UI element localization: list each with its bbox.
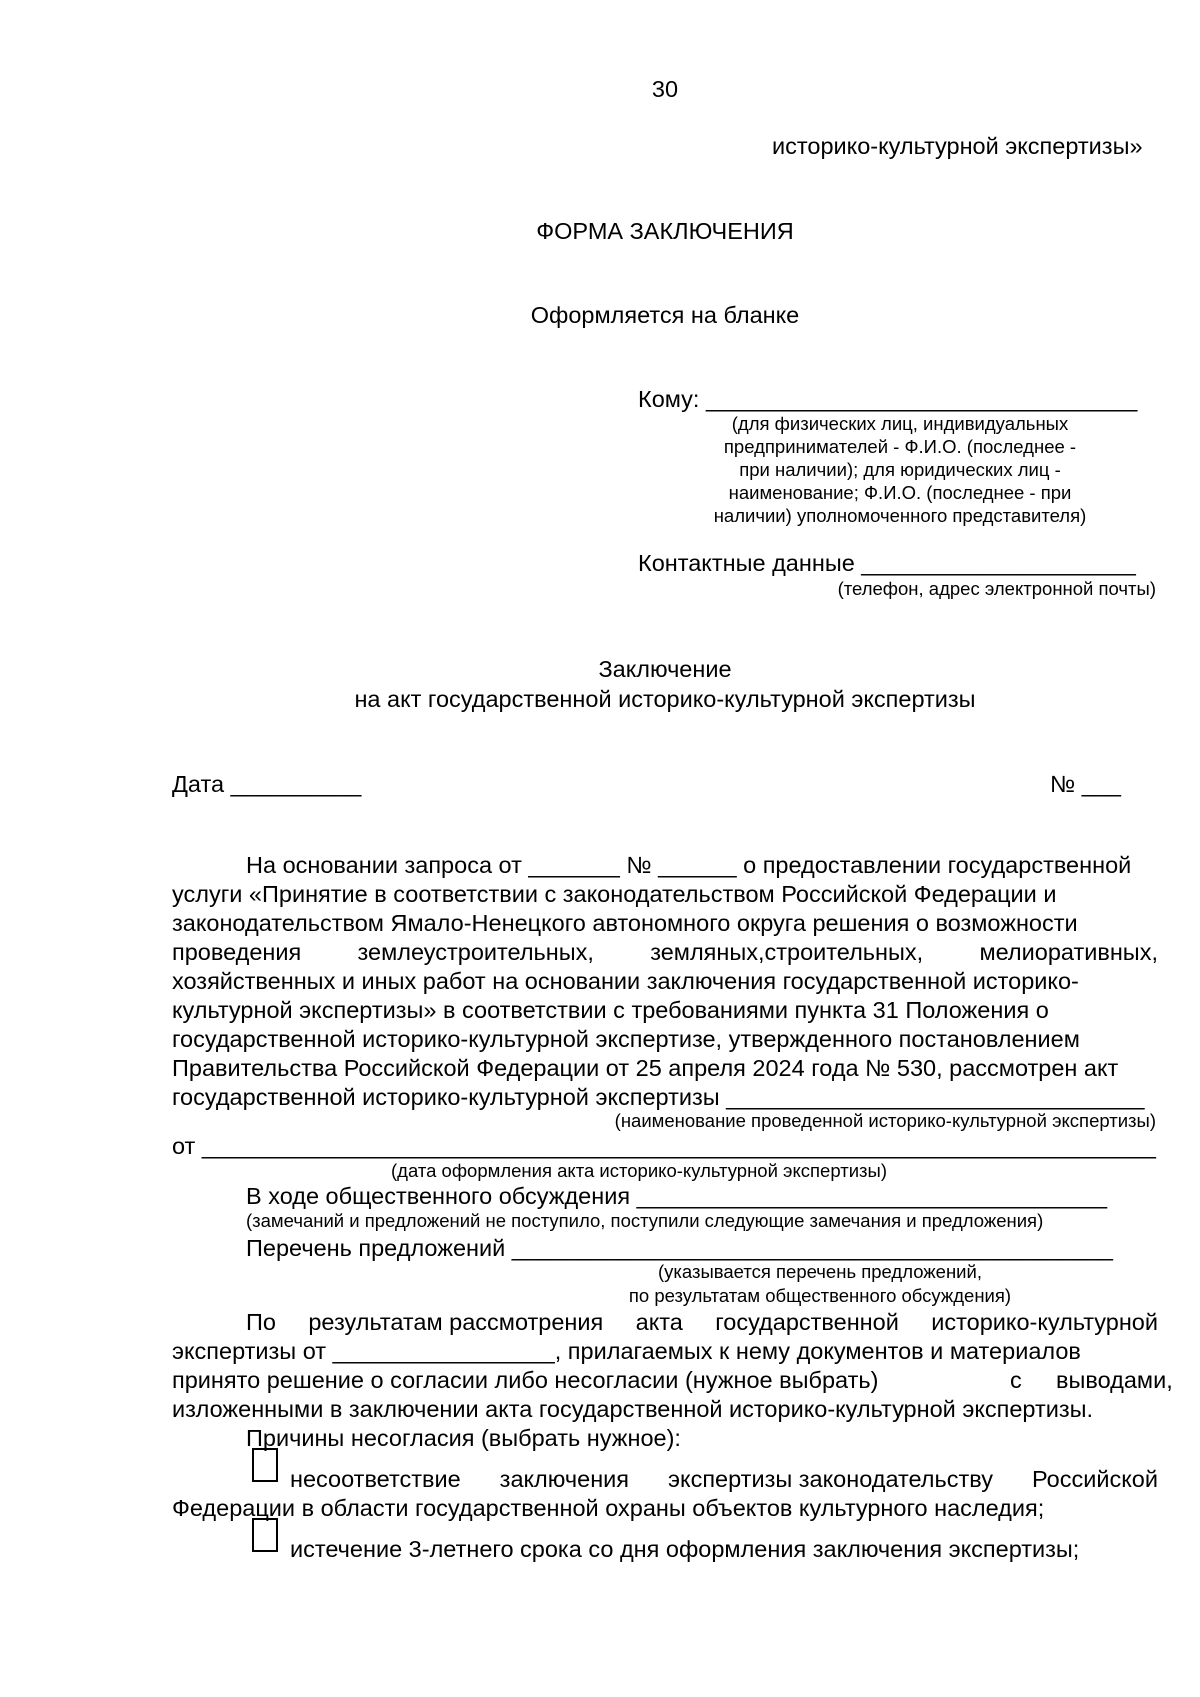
body-p1-line-3: законодательством Ямало-Ненецкого автономного округа решения о возможности: [172, 910, 1078, 936]
body-p2-line-1: [246, 1311, 1158, 1335]
body-p1-line-9: государственной историко-культурной экспертизы ________________________________: [172, 1084, 1145, 1110]
word: акта: [635, 1309, 683, 1335]
body-p2-line-4: изложенными в заключении акта государственной историко-культурной экспертизы.: [172, 1396, 1094, 1422]
reason-1-checkbox[interactable]: [252, 1448, 278, 1482]
reason-1-line-2: Федерации в области государственной охраны объектов культурного наследия;: [172, 1495, 1045, 1521]
discussion-note: (замечаний и предложений не поступило, поступили следующие замечания и предложения): [246, 1210, 1044, 1231]
body-p2-line-3a: принято решение о согласии либо несогласии (нужное выбрать): [172, 1367, 879, 1393]
word: несоответствие: [290, 1466, 461, 1492]
body-p1-line-7: государственной историко-культурной экспертизе, утвержденного постановлением: [172, 1026, 1080, 1052]
from-date-field: от _________________________________________________________________________: [172, 1133, 1156, 1159]
word: заключения: [499, 1466, 630, 1492]
body-p1-line-1: На основании запроса от _______ № ______ о предоставлении государственной: [246, 852, 1132, 878]
form-title: ФОРМА ЗАКЛЮЧЕНИЯ: [536, 218, 794, 244]
recipient-field: Кому: _________________________________: [638, 386, 1138, 412]
recipient-note-2: предпринимателей - Ф.И.О. (последнее -: [723, 436, 1077, 457]
body-p2-line-3b: с: [1010, 1367, 1022, 1393]
body-p1-line-5: хозяйственных и иных работ на основании заключения государственной историко-: [172, 968, 1079, 994]
body-p2-line-3c: выводами,: [1056, 1367, 1173, 1393]
from-date-note: (дата оформления акта историко-культурной экспертизы): [391, 1160, 887, 1181]
word: государственной: [715, 1309, 899, 1335]
contacts-field: Контактные данные _____________________: [638, 550, 1136, 576]
header-tail: историко-культурной экспертизы»: [772, 133, 1143, 159]
word: землеустроительных,: [357, 939, 594, 965]
reasons-title: Причины несогласия (выбрать нужное):: [246, 1425, 681, 1451]
body-p1-line-2: услуги «Принятие в соответствии с законодательством Российской Федерации и: [172, 881, 1057, 907]
proposals-note-1: (указывается перечень предложений,: [658, 1261, 982, 1282]
form-subtitle: Оформляется на бланке: [530, 302, 800, 328]
body-p1-line-4: [172, 941, 1158, 965]
reason-2-checkbox[interactable]: [252, 1518, 278, 1552]
body-p1-line-8: Правительства Российской Федерации от 25 апреля 2024 года № 530, рассмотрен акт: [172, 1055, 1119, 1081]
word: По: [246, 1309, 276, 1335]
word: историко-культурной: [931, 1309, 1158, 1335]
date-field: Дата __________: [172, 771, 362, 797]
conclusion-subtitle: на акт государственной историко-культурной экспертизы: [354, 686, 976, 712]
word: земляных,строительных,: [650, 939, 924, 965]
recipient-note-5: наличии) уполномоченного представителя): [713, 505, 1087, 526]
reason-2-text: истечение 3-летнего срока со дня оформления заключения экспертизы;: [290, 1536, 1080, 1562]
body-p1-line-6: культурной экспертизы» в соответствии с требованиями пункта 31 Положения о: [172, 997, 1049, 1023]
contacts-note: (телефон, адрес электронной почты): [837, 578, 1156, 599]
word: мелиоративных,: [979, 939, 1158, 965]
expertise-name-note: (наименование проведенной историко-культурной экспертизы): [614, 1110, 1156, 1131]
recipient-note-3: при наличии); для юридических лиц -: [739, 459, 1061, 480]
page-number: 30: [651, 76, 679, 102]
body-p2-line-2: экспертизы от _________________, прилагаемых к нему документов и материалов: [172, 1338, 1081, 1364]
word: экспертизы законодательству: [668, 1466, 993, 1492]
number-field: № ___: [1050, 771, 1121, 797]
recipient-note-1: (для физических лиц, индивидуальных: [731, 413, 1069, 434]
word: Российской: [1032, 1466, 1158, 1492]
recipient-note-4: наименование; Ф.И.О. (последнее - при: [728, 482, 1072, 503]
conclusion-title: Заключение: [598, 656, 732, 682]
proposals-note-2: по результатам общественного обсуждения): [628, 1285, 1012, 1306]
word: проведения: [172, 939, 302, 965]
discussion-field: В ходе общественного обсуждения ____________________________________: [246, 1183, 1108, 1209]
proposals-field: Перечень предложений ______________________________________________: [246, 1235, 1113, 1261]
word: результатам рассмотрения: [308, 1309, 604, 1335]
reason-1-line-1: [290, 1468, 1158, 1492]
